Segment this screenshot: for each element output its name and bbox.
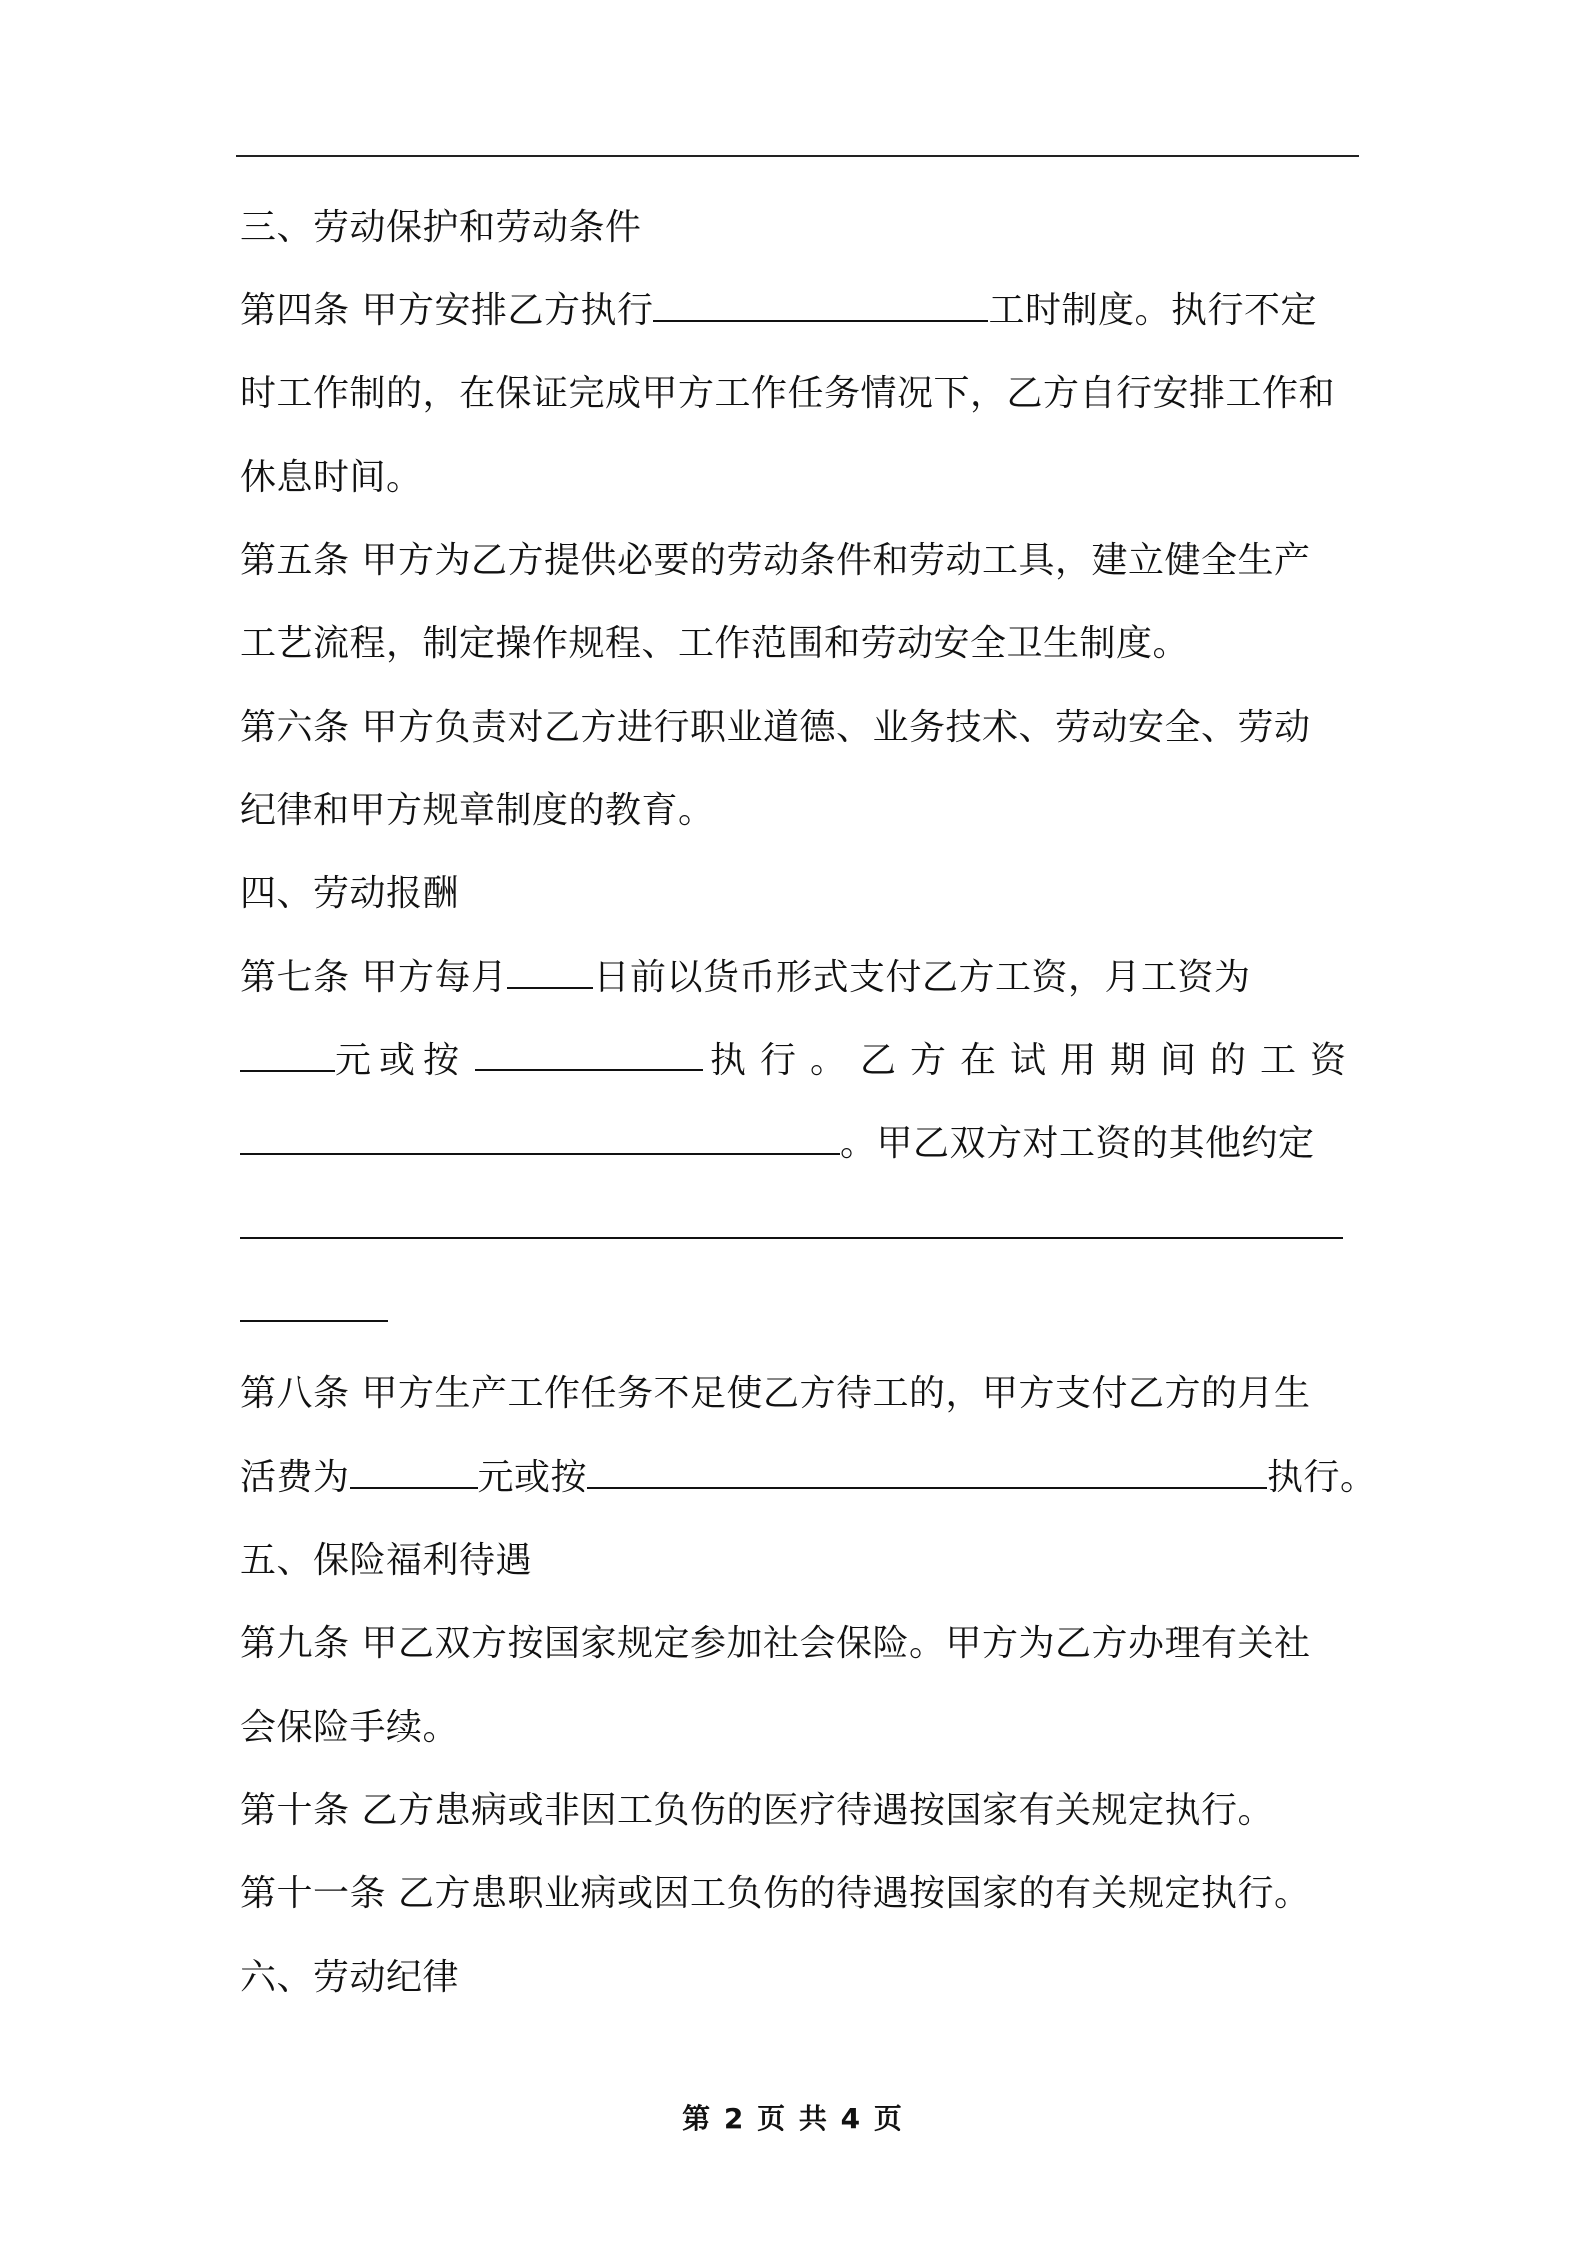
article-7-line-1 [240,956,1250,1000]
article-7-line-2-left [240,1039,467,1083]
article-6-line-1: 第六条 甲方负责对乙方进行职业道德、业务技术、劳动安全、劳动 [240,707,1311,748]
work-hours-system-blank [653,290,988,322]
article-11-line-1: 第十一条 乙方患职业病或因工负伤的待遇按国家的有关规定执行。 [240,1873,1311,1914]
article-7-line-4 [240,1206,1343,1250]
section-heading-4: 四、劳动报酬 [240,873,460,914]
article-8-text-a: 活费为 [240,1457,350,1498]
monthly-wage-blank [240,1040,335,1072]
article-4-text-b: 工时制度。执行不定 [988,290,1317,331]
article-5-line-1: 第五条 甲方为乙方提供必要的劳动条件和劳动工具，建立健全生产 [240,540,1311,581]
allowance-standard-blank [587,1457,1267,1489]
other-wage-terms-blank-cont [240,1290,388,1322]
probation-wage-blank [240,1123,840,1155]
article-9-line-1: 第九条 甲乙双方按国家规定参加社会保险。甲方为乙方办理有关社 [240,1623,1311,1664]
header-rule [236,155,1359,157]
section-heading-6: 六、劳动纪律 [240,1957,460,1998]
article-4-line-2: 时工作制的，在保证完成甲方工作任务情况下，乙方自行安排工作和 [240,373,1336,414]
page-number: 第 2 页 共 4 页 [682,2102,904,2135]
article-7-text-b: 日前以货币形式支付乙方工资，月工资为 [593,957,1251,998]
living-allowance-blank [350,1457,478,1489]
article-7-text-e: 。甲乙双方对工资的其他约定 [840,1123,1315,1164]
article-4-line-1 [240,289,1317,333]
other-wage-terms-blank [240,1207,1343,1239]
article-10-line-1: 第十条 乙方患病或非因工负伤的医疗待遇按国家有关规定执行。 [240,1790,1274,1831]
article-6-line-2: 纪律和甲方规章制度的教育。 [240,790,715,831]
pay-day-blank [507,957,593,989]
article-8-text-b: 元或按 [477,1457,588,1498]
article-4-text-a: 第四条 甲方安排乙方执行 [240,290,654,331]
article-8-line-1: 第八条 甲方生产工作任务不足使乙方待工的，甲方支付乙方的月生 [240,1373,1311,1414]
article-8-text-c: 执行。 [1267,1457,1377,1498]
article-7-text-a: 第七条 甲方每月 [240,957,508,998]
article-7-line-5 [240,1289,388,1333]
article-9-line-2: 会保险手续。 [240,1707,460,1748]
section-heading-3: 三、劳动保护和劳动条件 [240,207,642,248]
article-8-line-2 [240,1456,1377,1500]
article-4-line-3: 休息时间。 [240,457,423,498]
section-heading-5: 五、保险福利待遇 [240,1540,533,1581]
article-7-line-3 [240,1122,1315,1166]
wage-standard-blank [475,1039,703,1071]
article-7-line-2 [240,1039,1360,1083]
article-5-line-2: 工艺流程，制定操作规程、工作范围和劳动安全卫生制度。 [240,623,1190,664]
article-7-text-c: 元或按 [335,1040,468,1081]
article-7-text-d: 执行。乙方在试用期间的工资 [709,1040,1360,1081]
